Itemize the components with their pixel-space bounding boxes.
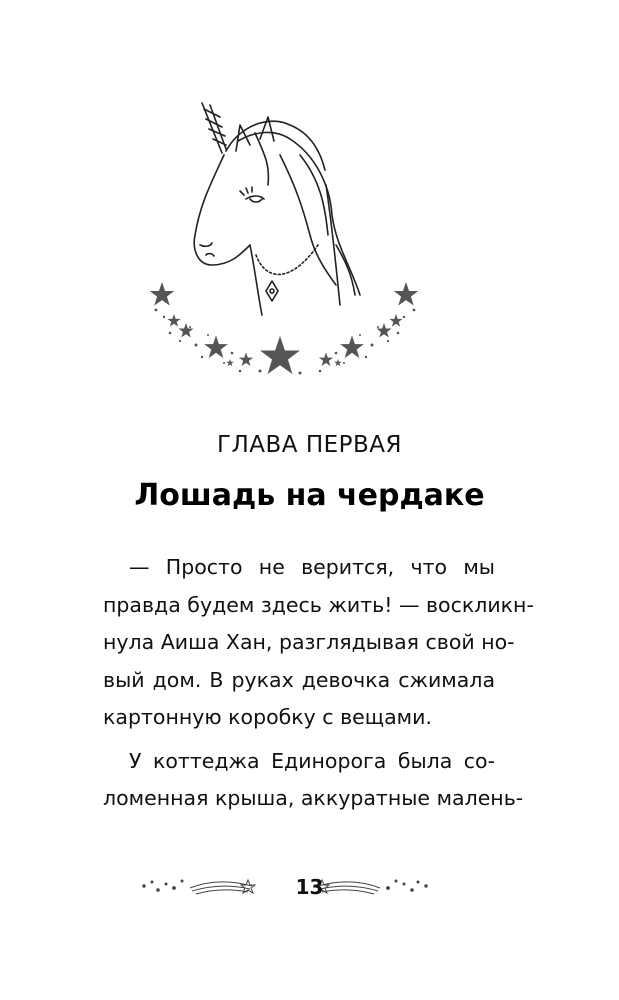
text-line: У коттеджа Единорога была со- <box>129 748 495 773</box>
text-line: нула Аиша Хан, разглядывая свой но- <box>103 630 515 654</box>
chapter-title: Лошадь на чердаке <box>134 478 485 513</box>
page-number: 13 <box>295 875 324 899</box>
body-text <box>103 549 534 818</box>
unicorn-head-with-stars-icon <box>140 95 440 395</box>
text-line: вый дом. В руках девочка сжимала <box>103 667 495 692</box>
text-line: — Просто не верится, что мы <box>129 555 495 579</box>
text-line: картонную коробку с вещами. <box>103 705 432 729</box>
chapter-label: ГЛАВА ПЕРВАЯ <box>216 432 403 458</box>
text-line: ломенная крыша, аккуратные малень- <box>103 786 524 810</box>
text-line: правда будем здесь жить! — воскликн- <box>103 592 534 617</box>
